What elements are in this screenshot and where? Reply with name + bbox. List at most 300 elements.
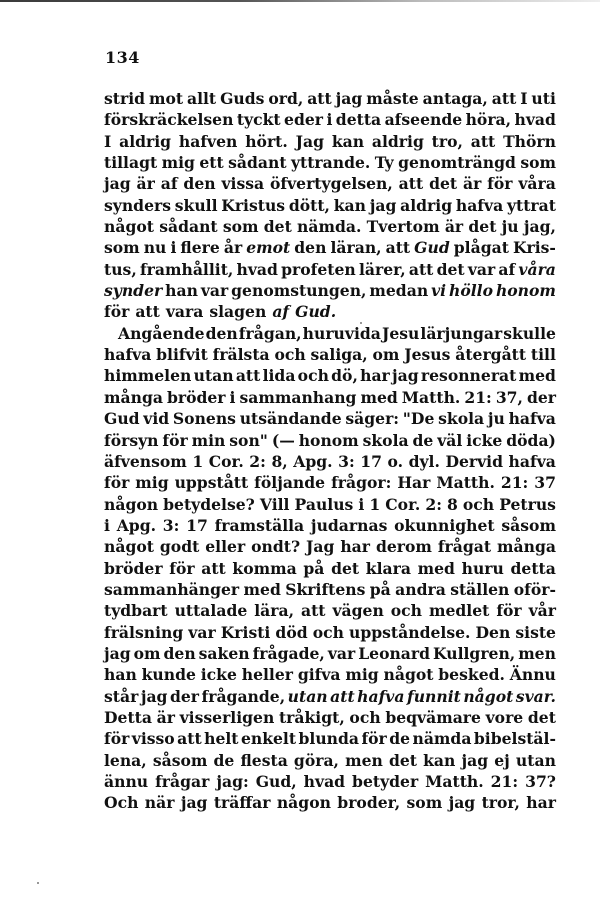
- text-line: [104, 558, 556, 579]
- word: "De: [402, 409, 435, 429]
- word: Dervid: [445, 451, 504, 471]
- word: jag: [104, 174, 131, 194]
- word: lärer,: [358, 259, 406, 279]
- word: frågan,: [238, 323, 302, 343]
- word: tus,: [104, 259, 137, 279]
- word: saliga,: [310, 345, 368, 365]
- word: läran,: [330, 238, 382, 258]
- word: i: [229, 387, 236, 407]
- word: Guds: [220, 89, 265, 108]
- word: Cor.: [385, 494, 421, 514]
- word: plågat: [453, 238, 509, 258]
- word: som: [104, 238, 140, 258]
- word: 1: [192, 451, 204, 471]
- text-line: [104, 579, 556, 600]
- word: beqvämare: [385, 707, 481, 727]
- word: tro,: [431, 131, 463, 151]
- word: tror,: [481, 793, 520, 813]
- word: komma: [232, 558, 297, 578]
- word: besked.: [438, 665, 505, 685]
- word: son": [229, 430, 268, 450]
- word: kan: [333, 195, 366, 215]
- text-line: [104, 728, 556, 749]
- word: 21:: [500, 473, 529, 493]
- word: eder: [284, 110, 324, 130]
- word: kan: [331, 131, 365, 151]
- word: den: [183, 174, 216, 194]
- word: hafva: [508, 409, 556, 429]
- text-line: [104, 280, 556, 301]
- word: för: [169, 558, 195, 578]
- word: afseende: [384, 110, 463, 130]
- word: att: [135, 302, 160, 322]
- word: för: [487, 174, 513, 194]
- text-line: [104, 792, 556, 813]
- text-line: [104, 152, 556, 173]
- word: återgått: [455, 345, 527, 365]
- word: Jag: [306, 537, 335, 557]
- paper-speck: [37, 882, 39, 884]
- word: jag:: [216, 772, 249, 791]
- italic-word: hafva: [357, 686, 405, 706]
- word: uppståndelse.: [349, 622, 471, 642]
- word: medan: [369, 281, 429, 301]
- word: våra: [518, 174, 556, 194]
- word: om: [133, 643, 161, 663]
- word: skulle: [503, 323, 556, 343]
- italic-word: svar.: [515, 686, 556, 706]
- word: genomstungen,: [231, 281, 367, 301]
- word: framhållit,: [139, 259, 234, 279]
- word: för: [104, 302, 130, 322]
- word: uttalade: [174, 601, 248, 621]
- text-line: [104, 387, 556, 408]
- text-line: [104, 88, 556, 109]
- word: 2:: [249, 451, 266, 471]
- word: med: [243, 579, 281, 599]
- word: blifvit: [156, 345, 208, 365]
- word: honom: [298, 430, 359, 450]
- word: den: [163, 643, 196, 663]
- word: af: [498, 259, 516, 279]
- word: och: [312, 622, 344, 642]
- word: Tvertom: [366, 217, 440, 237]
- word: att: [177, 729, 202, 749]
- text-line: [104, 237, 556, 258]
- text-line: [104, 707, 556, 728]
- word: är: [136, 174, 155, 194]
- text-line: [104, 515, 556, 536]
- word: dött,: [288, 195, 330, 215]
- word: jag: [335, 89, 363, 108]
- word: betyder: [352, 772, 419, 791]
- word: Kris-: [512, 238, 556, 258]
- word: något: [104, 217, 154, 237]
- word: mig: [135, 473, 169, 493]
- word: 17: [186, 515, 208, 535]
- word: 2:: [425, 494, 442, 514]
- text-line: [104, 600, 556, 621]
- word: det: [468, 217, 497, 237]
- word: Matth.: [401, 387, 461, 407]
- word: att: [398, 174, 424, 194]
- word: aldrig: [371, 131, 424, 151]
- italic-word: honom: [495, 281, 556, 301]
- word: yttrande.: [290, 153, 371, 173]
- word: hafven: [178, 131, 238, 151]
- text-line: [104, 173, 556, 194]
- word: allt: [186, 89, 217, 108]
- word: den: [205, 323, 238, 343]
- word: om: [372, 345, 400, 365]
- word: något: [104, 537, 154, 557]
- word: mot: [148, 89, 184, 108]
- word: Apg.: [293, 451, 333, 471]
- word: I: [520, 89, 528, 108]
- word: har: [526, 793, 556, 813]
- word: jag: [461, 750, 489, 770]
- word: var: [467, 259, 496, 279]
- word: gifva: [297, 665, 341, 685]
- word: såsom: [152, 750, 208, 770]
- italic-word: vi: [431, 281, 447, 301]
- italic-word: något: [463, 686, 514, 706]
- word: de: [389, 729, 411, 749]
- text-line: [104, 430, 556, 451]
- word: är: [444, 217, 464, 237]
- word: att: [235, 366, 261, 386]
- word: uti: [531, 89, 556, 108]
- text-line: [104, 750, 556, 771]
- word: 21:: [490, 772, 519, 791]
- italic-word: utan: [287, 686, 328, 706]
- word: sammanhang: [239, 387, 357, 407]
- word: det: [263, 217, 292, 237]
- word: kan: [423, 750, 456, 770]
- text-line: [104, 643, 556, 664]
- word: hört.: [245, 131, 288, 151]
- word: det: [429, 174, 458, 194]
- word: skull: [174, 195, 218, 215]
- word: med: [360, 387, 398, 407]
- word: för: [162, 430, 188, 450]
- word: ju: [501, 217, 519, 237]
- word: aldrig: [119, 131, 172, 151]
- word: vissa: [221, 174, 265, 194]
- word: uppstått: [174, 473, 249, 493]
- word: jag: [104, 643, 131, 663]
- word: hafva: [455, 195, 504, 215]
- word: höra,: [465, 110, 512, 130]
- word: kunde: [141, 665, 196, 685]
- word: utan: [193, 366, 234, 386]
- word: för: [496, 601, 522, 621]
- word: (—: [271, 430, 295, 450]
- word: har: [340, 537, 371, 557]
- word: år: [223, 238, 243, 258]
- word: 3:: [162, 515, 180, 535]
- word: Petrus: [499, 494, 556, 514]
- word: var: [327, 643, 356, 663]
- word: genomträngd: [398, 153, 516, 173]
- word: Har: [397, 473, 431, 493]
- word: Vill: [259, 494, 290, 514]
- word: visserligen: [179, 707, 275, 727]
- word: o.: [387, 451, 404, 471]
- word: göra,: [293, 750, 339, 770]
- word: okunnighet: [394, 515, 495, 535]
- word: i: [104, 515, 110, 535]
- word: judarnas: [310, 515, 388, 535]
- word: den: [294, 238, 327, 258]
- word: Ty: [374, 153, 394, 173]
- text-line: [104, 195, 556, 216]
- word: frågande,: [201, 686, 286, 706]
- word: utan: [515, 750, 556, 770]
- word: nu: [143, 238, 167, 258]
- word: Cor.: [208, 451, 244, 471]
- word: dö,: [331, 366, 358, 386]
- text-line: [104, 259, 556, 280]
- word: i: [170, 238, 177, 258]
- word: bröder: [166, 387, 226, 407]
- word: Ännu: [509, 665, 556, 685]
- word: Den: [475, 622, 511, 642]
- word: Jag: [295, 131, 324, 151]
- word: 21:: [464, 387, 492, 407]
- word: 8: [447, 494, 458, 514]
- word: Matth.: [436, 473, 495, 493]
- word: att: [470, 131, 496, 151]
- word: 1: [369, 494, 381, 514]
- word: Angående: [118, 323, 205, 343]
- word: jag: [140, 686, 168, 706]
- body-text: [104, 88, 556, 814]
- word: lära,: [254, 601, 295, 621]
- word: saken: [198, 643, 250, 663]
- word: säger:: [345, 409, 400, 429]
- word: förskräckelsen: [104, 110, 234, 130]
- word: tydbart: [104, 601, 168, 621]
- word: för: [104, 729, 130, 749]
- word: som: [520, 153, 556, 173]
- word: flere: [180, 238, 220, 258]
- text-line: [104, 771, 556, 792]
- word: jag: [180, 793, 208, 813]
- word: jag: [448, 793, 476, 813]
- italic-word: Gud.: [295, 302, 337, 322]
- word: detta: [335, 110, 382, 130]
- word: I: [104, 131, 112, 151]
- word: vore: [485, 707, 524, 727]
- word: för: [361, 729, 387, 749]
- word: broder,: [337, 793, 401, 813]
- word: 37: [534, 473, 556, 493]
- italic-word: funnit: [406, 686, 461, 706]
- text-line: [104, 408, 556, 429]
- word: jag: [392, 366, 419, 386]
- italic-word: våra: [518, 259, 556, 279]
- word: det: [527, 707, 556, 727]
- word: dyl.: [408, 451, 440, 471]
- word: lida: [262, 366, 296, 386]
- word: hafva: [104, 345, 152, 365]
- word: visso: [131, 729, 175, 749]
- italic-word: af: [272, 302, 290, 322]
- word: på: [369, 579, 391, 599]
- word: står: [104, 686, 139, 706]
- text-line: [104, 344, 556, 365]
- word: som: [406, 793, 443, 813]
- word: Apg.: [116, 515, 157, 535]
- word: någon: [276, 793, 331, 813]
- text-line: [104, 622, 556, 643]
- word: frågor:: [331, 473, 392, 493]
- word: och: [462, 494, 495, 514]
- text-line: [104, 365, 556, 386]
- word: 37?: [525, 772, 556, 791]
- word: någon: [104, 494, 159, 514]
- word: heller: [241, 665, 293, 685]
- text-line: [104, 451, 556, 472]
- word: öfvertygelsen,: [270, 174, 393, 194]
- word: af: [160, 174, 178, 194]
- word: huru: [461, 558, 504, 578]
- word: ju: [487, 409, 505, 429]
- word: ondt?: [251, 537, 301, 557]
- word: tråkigt,: [278, 707, 345, 727]
- word: vår: [528, 601, 556, 621]
- word: aldrig: [400, 195, 453, 215]
- word: många: [497, 537, 556, 557]
- word: utsändande: [239, 409, 342, 429]
- word: mig: [161, 153, 195, 173]
- word: huruvida: [302, 323, 381, 343]
- word: hvad: [236, 259, 278, 279]
- word: är: [462, 174, 482, 194]
- word: Kullgren,: [433, 643, 516, 663]
- word: var: [200, 281, 229, 301]
- word: Gud: [104, 409, 140, 429]
- word: derom: [375, 537, 432, 557]
- word: försyn: [104, 430, 159, 450]
- word: 3:: [338, 451, 355, 471]
- word: att: [307, 89, 332, 108]
- word: att: [385, 238, 411, 258]
- word: frälsning: [104, 622, 184, 642]
- word: der: [526, 387, 556, 407]
- word: blunda: [298, 729, 360, 749]
- word: skola: [362, 430, 409, 450]
- word: sådant: [228, 153, 287, 173]
- word: himmelen: [104, 366, 192, 386]
- word: till: [530, 345, 556, 365]
- word: der: [169, 686, 200, 706]
- word: 8,: [271, 451, 288, 471]
- word: väl: [437, 430, 463, 450]
- word: yttrat: [506, 195, 556, 215]
- word: enkelt: [240, 729, 297, 749]
- word: hafva: [508, 451, 556, 471]
- text-line: [104, 494, 556, 515]
- word: Skriftens: [285, 579, 366, 599]
- italic-word: att: [330, 686, 355, 706]
- word: medlet: [428, 601, 490, 621]
- word: som: [222, 217, 259, 237]
- word: nämda.: [297, 217, 362, 237]
- word: sammanhänger: [104, 579, 240, 599]
- word: var: [188, 622, 216, 642]
- word: men: [345, 750, 383, 770]
- word: ett: [199, 153, 224, 173]
- word: det: [388, 750, 417, 770]
- word: andra: [395, 579, 446, 599]
- word: ställen: [450, 579, 510, 599]
- word: måste: [366, 89, 419, 108]
- word: frågar: [155, 772, 210, 791]
- text-line: [104, 536, 556, 557]
- word: betydelse?: [163, 494, 255, 514]
- word: med: [518, 366, 556, 386]
- word: tillagt: [104, 153, 158, 173]
- word: i: [326, 110, 333, 130]
- word: Gud,: [255, 772, 297, 791]
- word: ännu: [104, 772, 149, 791]
- word: att: [201, 558, 226, 578]
- word: frågat: [437, 537, 492, 557]
- text-line: [104, 216, 556, 237]
- word: han: [165, 281, 198, 301]
- word: tyckt: [236, 110, 281, 130]
- word: flesta: [240, 750, 288, 770]
- word: och: [297, 366, 329, 386]
- word: de: [213, 750, 235, 770]
- word: mig: [345, 665, 379, 685]
- word: med: [417, 558, 455, 578]
- word: oför-: [513, 579, 556, 599]
- word: Sonens: [172, 409, 236, 429]
- word: helt: [204, 729, 239, 749]
- word: icke: [200, 665, 237, 685]
- page-top-edge: [0, 0, 600, 2]
- text-line: [104, 323, 556, 344]
- word: Kristi: [220, 622, 271, 642]
- word: Thörn: [503, 131, 556, 151]
- word: Jesu: [381, 323, 420, 343]
- italic-word: Gud: [414, 238, 450, 258]
- word: klara: [365, 558, 411, 578]
- word: Matth.: [425, 772, 484, 791]
- word: eller: [205, 537, 246, 557]
- word: framställa: [214, 515, 305, 535]
- word: något: [383, 665, 434, 685]
- word: detta: [510, 558, 556, 578]
- word: på: [303, 558, 325, 578]
- italic-word: höllo: [449, 281, 494, 301]
- text-line: [104, 686, 556, 707]
- word: jag: [369, 195, 397, 215]
- word: såsom: [501, 515, 556, 535]
- word: lena,: [104, 750, 147, 770]
- word: hvad: [303, 772, 346, 791]
- word: äfvensom: [104, 451, 187, 471]
- word: siste: [515, 622, 556, 642]
- word: träffar: [213, 793, 271, 813]
- word: vara: [165, 302, 204, 322]
- word: han: [104, 665, 137, 685]
- text-line: [104, 109, 556, 130]
- word: död: [275, 622, 308, 642]
